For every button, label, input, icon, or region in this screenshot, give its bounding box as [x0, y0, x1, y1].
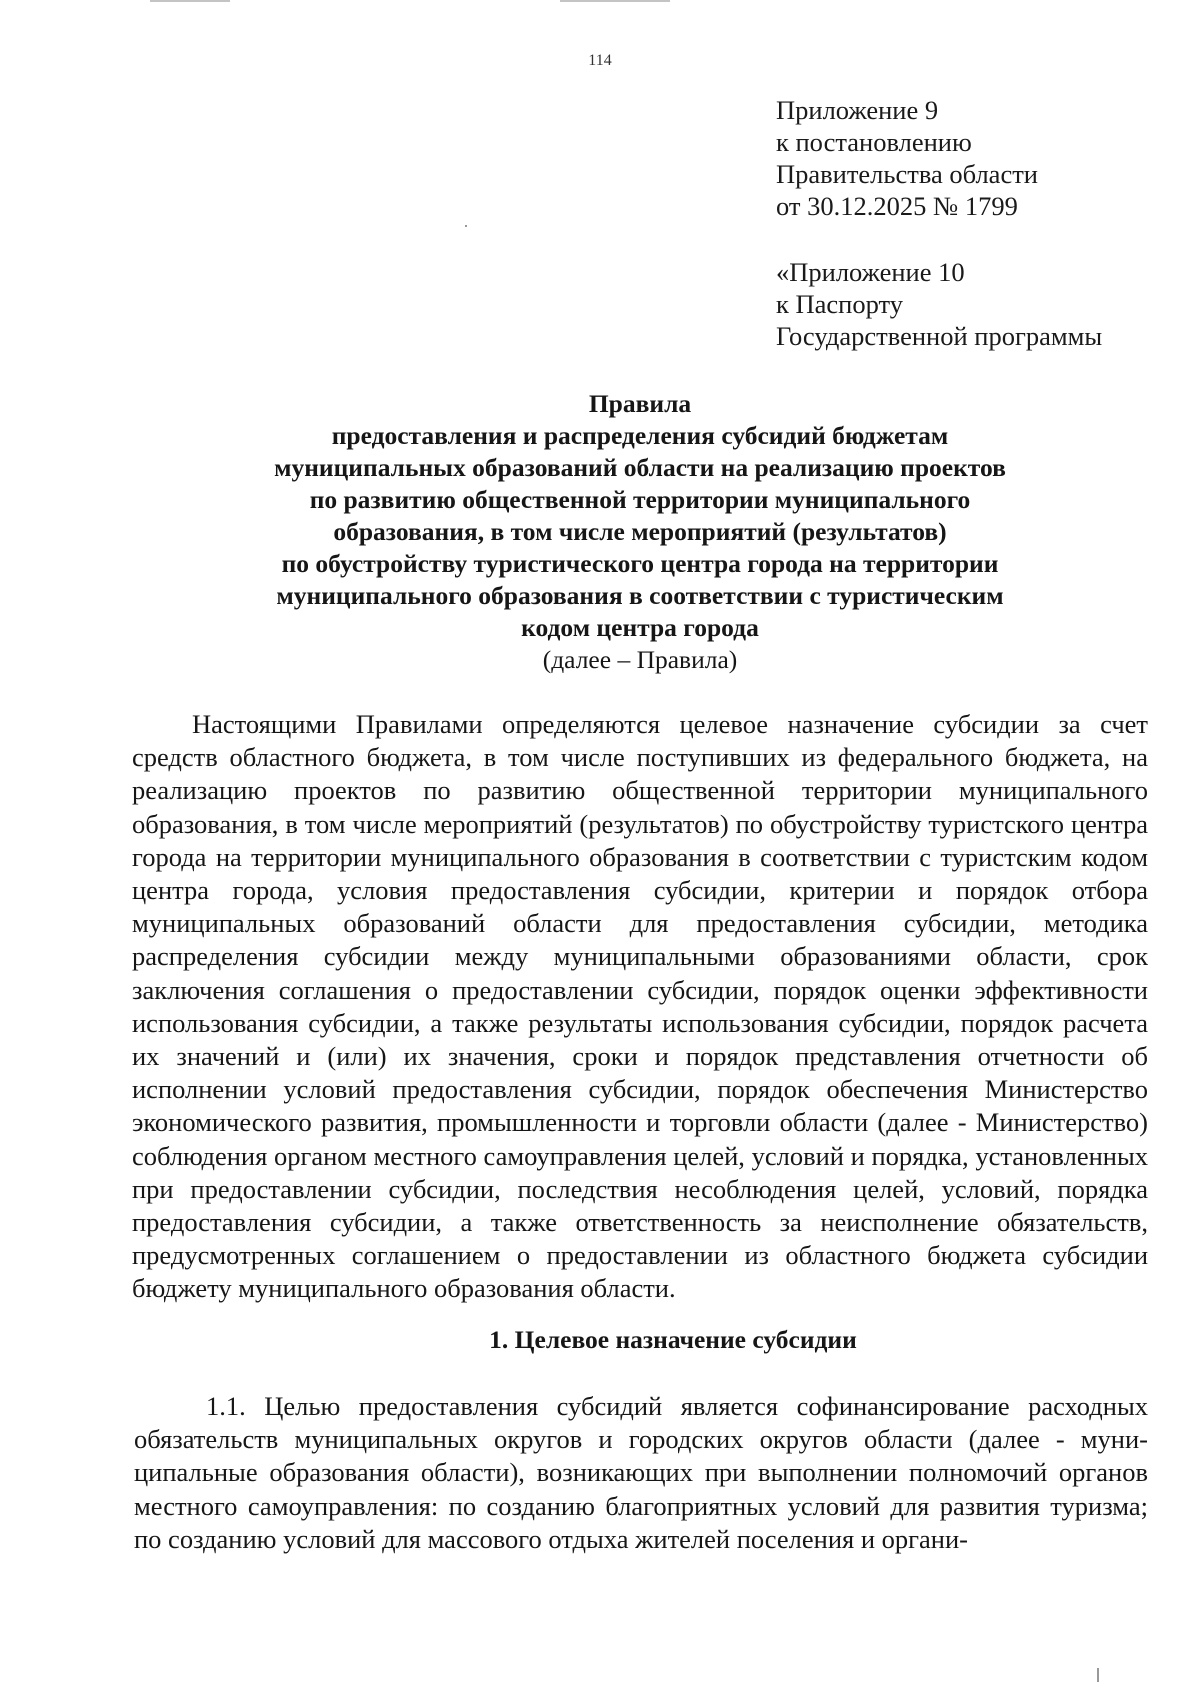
scan-artifact [560, 0, 670, 2]
title-line: кодом центра города [521, 613, 759, 642]
appendix-line: «Приложение 10 [776, 257, 965, 287]
appendix-line: от 30.12.2025 № 1799 [776, 191, 1018, 221]
scan-artifact [465, 225, 467, 227]
page-number: 114 [588, 52, 612, 69]
appendix-line: Государственной программы [776, 321, 1103, 351]
scan-artifact [1097, 1668, 1099, 1682]
title-line: муниципальных образований области на реализацию проектов [274, 453, 1006, 482]
section-heading: 1. Целевое назначение субсидии [489, 1325, 857, 1354]
intro-paragraph: Настоящими Правилами определяются целевое назначение субсидии за счет средств областного бюджета, в том числе поступивших из федерального бюджета, на реализацию проектов по развитию общественной территории муниципального образования, в том числе мероприятий (результатов) по обустройству туристского центра города на территории муниципального образования в соответствии с туристским кодом центра города, условия предоставления субсидии, критерии и порядок отбора муниципальных образований области для предоставления субсидии, методика распределения субсидии между муниципальными образованиями области, срок заключения соглашения о предоставлении субсидии, порядок оценки эффективности использования субсидии, а также результаты использования субсидии, порядок расчета их значений и (или) их значения, сроки и порядок представления отчетности об исполнении условий предоставления субсидии, порядок обеспечения Министерство экономического развития, промышленности и торговли области (далее - Министерство) соблюдения органом местного самоуправления целей, условий и порядка, установленных при предоставлении субсидии, последствия несоблюдения целей, условий, порядка предоставления субсидии, а также ответственность за неисполнение обязательств, предусмотренных соглашением о предоставлении из областного бюджета субсидии бюджету муниципального образования области. [132, 709, 1148, 1304]
appendix-line: Приложение 9 [776, 95, 939, 125]
title-line: муниципального образования в соответствии с туристическим [276, 581, 1004, 610]
title-line: предоставления и распределения субсидий бюджетам [331, 421, 949, 450]
title-heading: Правила [588, 389, 692, 418]
appendix-line: к Паспорту [776, 289, 903, 319]
document-title [120, 388, 1160, 676]
appendix-block [776, 94, 1038, 222]
appendix-line: Правительства области [776, 159, 1038, 189]
title-line: образования, в том числе мероприятий (результатов) [333, 517, 947, 546]
title-line: по развитию общественной территории муниципального [309, 485, 971, 514]
referenced-appendix-block [776, 256, 1102, 352]
clause-1-1: 1.1. Целью предоставления субсидий является софинансирование расходных обязательств муниципальных округов и городских округов области (далее - муниципальные образования области), возникающих при выполнении полномочий органов местного самоуправления: по созданию благоприятных условий для развития туризма; по созданию условий для массового отдыха жителей поселения и органи- [134, 1391, 1148, 1554]
title-line: по обустройству туристического центра города на территории [281, 549, 999, 578]
scan-artifact [150, 0, 230, 2]
appendix-line: к постановлению [776, 127, 972, 157]
title-subtitle: (далее – Правила) [542, 645, 738, 674]
